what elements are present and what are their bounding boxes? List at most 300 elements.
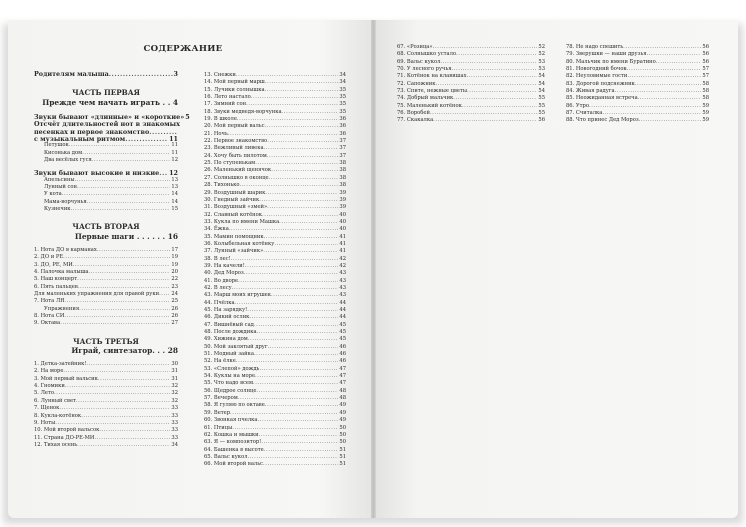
leader-dots — [97, 247, 171, 254]
toc-entry — [204, 212, 346, 219]
toc-entry — [566, 117, 709, 124]
toc-entry-title: 66. Мой второй вальс — [204, 461, 263, 468]
toc-entry-title: 32. Славный котёнок — [204, 211, 262, 218]
leader-dots — [589, 103, 701, 110]
toc-entry — [34, 390, 178, 397]
toc-entry-title: 30. Гнедный зайчик — [204, 196, 260, 203]
toc-entry-title: 81. Новогодний бочок — [566, 66, 627, 73]
leader-dots — [639, 117, 702, 124]
toc-entry — [204, 87, 346, 94]
leader-dots — [238, 278, 338, 285]
toc-entry-title: 24. Хочу быть пилотом — [204, 152, 267, 159]
toc-entry — [34, 150, 178, 157]
leader-dots — [453, 95, 537, 102]
toc-entry — [34, 112, 190, 121]
toc-entry — [397, 73, 545, 80]
toc-entry-title: 11. Страна ДО-РЕ-МИ — [34, 434, 95, 441]
toc-entry-page: 55 — [538, 95, 545, 102]
toc-entry — [34, 368, 178, 375]
toc-entry-page: 36 — [339, 116, 346, 123]
leader-dots — [262, 212, 338, 219]
toc-entry — [34, 405, 178, 412]
leader-dots — [253, 380, 338, 387]
toc-entry-title: 87. Считалка — [566, 110, 603, 117]
toc-entry-page: 37 — [339, 138, 346, 145]
toc-entry-title: Звуки бывают «длинные» и «короткие» — [34, 112, 185, 121]
toc-entry — [204, 344, 346, 351]
leader-dots — [73, 262, 171, 269]
toc-entry — [34, 291, 178, 298]
toc-entry-page: 58 — [702, 95, 709, 102]
toc-entry — [34, 298, 178, 305]
toc-entry-page: 39 — [339, 196, 346, 203]
toc-entry-title: 15. Лучики солнышка — [204, 86, 265, 93]
toc-entry-title: 48. После дождика — [204, 329, 257, 336]
toc-entry — [204, 160, 346, 167]
toc-entry-title: 74. Добрый мальчик — [397, 95, 454, 102]
toc-entry-page: 32 — [171, 390, 178, 397]
toc-entry-title: с музыкальным ритмом — [34, 134, 126, 143]
toc-entry — [34, 135, 178, 142]
toc-entry-page: 22 — [171, 276, 178, 283]
toc-entry-title: 53. «Слепой» дождь — [204, 365, 260, 372]
toc-entry-page: 46 — [339, 358, 346, 365]
toc-entry — [397, 51, 545, 58]
leader-dots — [77, 276, 170, 283]
toc-entry — [204, 366, 346, 373]
leader-dots — [435, 81, 537, 88]
toc-entry — [566, 81, 709, 88]
toc-entry-title: 33. Кукла по имени Машка — [204, 218, 280, 225]
toc-column-4 — [566, 44, 709, 125]
toc-entry-page: 48 — [339, 395, 346, 402]
toc-entry-title: 51. Модный зайка — [204, 351, 254, 358]
toc-entry-page: 41 — [339, 240, 346, 247]
toc-entry — [34, 247, 178, 254]
toc-entry-title: 1. Нота ДО в карманах — [34, 246, 97, 253]
leader-dots — [87, 199, 171, 206]
toc-entry-title: 37. Лунный «зайчик» — [204, 248, 264, 255]
toc-entry-title: Отсчёт длительностей нот в знакомых — [34, 120, 180, 129]
leader-dots — [64, 298, 170, 305]
leader-dots — [229, 226, 339, 233]
toc-entry — [566, 66, 709, 73]
leader-dots — [627, 73, 701, 80]
leader-dots — [282, 109, 339, 116]
toc-entry — [34, 254, 178, 261]
toc-entry-page: 36 — [339, 123, 346, 130]
toc-entry-title: 38. В лес! — [204, 255, 231, 262]
toc-entry — [204, 109, 346, 116]
toc-entry-title: 78. Не надо спешить — [566, 44, 624, 50]
toc-entry-title: 40. Дед Мороз — [204, 270, 244, 277]
leader-dots — [92, 157, 171, 164]
toc-entry-page: 30 — [171, 361, 178, 368]
toc-entry — [204, 182, 346, 189]
toc-entry-title: 26. Маленький щенячок — [204, 167, 272, 174]
toc-entry-page: 59 — [702, 102, 709, 109]
toc-entry-page: 58 — [702, 88, 709, 95]
toc-entry-intro: Родителям малыша ..... 3 — [34, 70, 178, 77]
toc-entry — [204, 314, 346, 321]
leader-dots — [627, 66, 702, 73]
toc-entry — [34, 427, 178, 434]
leader-dots — [467, 73, 538, 80]
toc-entry-title: 85. Неожиданная встреча — [566, 95, 638, 102]
toc-entry-page: 52 — [538, 44, 545, 50]
leader-dots — [456, 51, 537, 58]
leader-dots — [271, 167, 338, 174]
toc-entry-title: Мама-ворчунья — [44, 198, 87, 205]
leader-dots — [433, 44, 538, 51]
leader-dots — [65, 383, 171, 390]
toc-entry-title: Петушок — [44, 142, 69, 149]
leader-dots — [94, 435, 170, 442]
toc-entry-title: Апельсины — [44, 176, 75, 183]
toc-entry — [566, 44, 709, 51]
toc-entry-title: Кисонька дом — [44, 149, 83, 156]
leader-dots — [254, 322, 339, 329]
toc-entry-page: 43 — [339, 292, 346, 299]
toc-entry — [204, 123, 346, 130]
toc-entry — [204, 101, 346, 108]
toc-entry-title: 41. Во дворе — [204, 277, 239, 284]
toc-entry — [34, 262, 178, 269]
toc-entry-title: 72. Сапожник — [397, 80, 436, 87]
toc-entry-page: 59 — [702, 110, 709, 117]
leader-dots — [656, 59, 702, 66]
toc-entry — [204, 248, 346, 255]
toc-entry-page: 33 — [171, 419, 178, 426]
leader-dots — [81, 413, 170, 420]
toc-entry-title: 18. Звуки медведя-ворчунка — [204, 108, 282, 115]
toc-entry-page: 56 — [702, 58, 709, 65]
toc-entry-title: 25. По ступенькам — [204, 160, 256, 167]
toc-entry-title: 75. Маленький котёнок — [397, 102, 462, 109]
toc-entry-title: 20. Мой первый вальс — [204, 123, 265, 130]
leader-dots — [63, 368, 170, 375]
leader-dots — [69, 142, 171, 149]
toc-entry-page: 13 — [171, 183, 178, 190]
toc-column-2 — [204, 72, 346, 469]
part3-heading: ЧАСТЬ ТРЕТЬЯ — [73, 336, 139, 346]
leader-dots — [265, 402, 339, 409]
toc-entry-page: 14 — [171, 191, 178, 198]
leader-dots — [259, 366, 338, 373]
toc-entry-page: 13 — [171, 176, 178, 183]
leader-dots — [77, 442, 170, 449]
toc-entry — [204, 167, 346, 174]
toc-entry — [34, 435, 178, 442]
toc-entry-page: 26 — [171, 312, 178, 319]
toc-entry-high-low: Звуки бывают высокие и низкие ..... 12 — [34, 169, 178, 176]
toc-entry — [204, 197, 346, 204]
leader-dots — [615, 88, 702, 95]
toc-entry — [566, 88, 709, 95]
toc-entry-title: 42. В лесу — [204, 284, 232, 291]
toc-entry-title: Упражнения — [44, 305, 80, 312]
leader-dots — [274, 241, 338, 248]
toc-entry-page: 38 — [339, 167, 346, 174]
toc-entry-page: 43 — [339, 277, 346, 284]
toc-entry-page: 48 — [339, 387, 346, 394]
toc-entry-page: 36 — [339, 130, 346, 137]
toc-entry-title: У кота — [44, 191, 62, 198]
leader-dots — [244, 270, 339, 277]
toc-entry — [204, 278, 346, 285]
toc-entry — [34, 313, 178, 320]
toc-entry-title: 49. Хижина дом — [204, 336, 248, 343]
toc-entry — [34, 184, 178, 191]
toc-entry — [566, 59, 709, 66]
toc-entry-page — [177, 128, 178, 135]
toc-entry — [34, 276, 178, 283]
toc-entry-title: 17. Зимний сон — [204, 101, 247, 108]
leader-dots — [269, 175, 339, 182]
toc-entry-title: 64. Башенка в высоте — [204, 446, 264, 453]
leader-dots — [638, 95, 702, 102]
toc-entry-page: 57 — [702, 66, 709, 73]
toc-entry-title: 60. Звонкая пчелка — [204, 417, 258, 424]
leader-dots — [98, 376, 171, 383]
toc-entry-page: 38 — [339, 182, 346, 189]
leader-dots — [264, 447, 339, 454]
toc-entry-title: 84. Живая радуга — [566, 88, 615, 95]
toc-entry-title: 9. Октава — [34, 320, 61, 327]
toc-entry-page: 54 — [538, 80, 545, 87]
leader-dots — [62, 191, 171, 198]
toc-entry-page: 11 — [171, 149, 178, 156]
toc-entry-title: 31. Воздушный «змей» — [204, 204, 268, 211]
leader-dots — [263, 461, 338, 468]
toc-entry — [34, 120, 178, 127]
toc-entry — [204, 439, 346, 446]
leader-dots — [265, 87, 339, 94]
toc-entry-title: Кузнечик — [44, 205, 71, 212]
toc-entry-page: 50 — [339, 424, 346, 431]
toc-entry-page: 47 — [339, 365, 346, 372]
leader-dots — [236, 358, 339, 365]
toc-entry-title: 35. Мамин помощник — [204, 233, 264, 240]
leader-dots — [623, 44, 701, 51]
toc-entry — [204, 241, 346, 248]
toc-entry-page: 41 — [339, 248, 346, 255]
toc-entry-page: 37 — [339, 145, 346, 152]
toc-entry — [204, 329, 346, 336]
leader-dots — [86, 361, 170, 368]
toc-entry-page: 44 — [339, 299, 346, 306]
toc-entry-title: 86. Утро — [566, 102, 589, 109]
toc-entry-title: 62. Кошка и мышки — [204, 431, 259, 438]
toc-entry-page: 19 — [171, 254, 178, 261]
part2-subtitle: Первые шаги . . . . . . 16 — [74, 231, 178, 241]
toc-entry-title: 14. Мой первый марш — [204, 79, 265, 86]
leader-dots — [265, 79, 339, 86]
toc-entry-page: 41 — [339, 233, 346, 240]
toc-entry-page: 57 — [702, 73, 709, 80]
toc-entry-page: 47 — [339, 373, 346, 380]
toc-entry-page: 58 — [702, 80, 709, 87]
leader-dots — [267, 153, 339, 160]
toc-entry-title: 44. Пчёлка — [204, 299, 235, 306]
toc-entry-title: 1. Детка-затейник! — [34, 361, 87, 368]
part2-heading: ЧАСТЬ ВТОРАЯ — [72, 222, 140, 232]
toc-entry — [204, 307, 346, 314]
toc-entry-title: 2. ДО и РЕ — [34, 254, 64, 261]
leader-dots — [76, 398, 170, 405]
leader-dots — [230, 410, 338, 417]
leader-dots — [64, 313, 170, 320]
leader-dots — [635, 81, 702, 88]
toc-entry — [34, 177, 178, 184]
toc-entry-title: 23. Вежливый ливека — [204, 145, 264, 152]
toc-entry-page: 39 — [339, 204, 346, 211]
toc-entry-page: 39 — [339, 189, 346, 196]
contents-title: СОДЕРЖАНИЕ — [143, 44, 223, 54]
toc-entry — [204, 256, 346, 263]
toc-entry — [397, 110, 545, 117]
leader-dots — [89, 269, 171, 276]
toc-entry — [204, 131, 346, 138]
toc-entry — [204, 94, 346, 101]
toc-entry-title: 58. Я гуляю по октаве — [204, 402, 265, 409]
leader-dots — [255, 373, 338, 380]
toc-entry-title: 3. Мой первый вальсик — [34, 375, 98, 382]
toc-entry-title: 4. Палочка малыша — [34, 268, 89, 275]
toc-entry-title: 45. На зарядку! — [204, 307, 248, 313]
toc-entry-page: 44 — [339, 307, 346, 313]
toc-entry — [34, 413, 178, 420]
toc-entry — [34, 269, 178, 276]
toc-entry — [204, 292, 346, 299]
toc-entry-title: 69. Вальс кукол — [397, 58, 441, 65]
toc-entry-title: 61. Птицы — [204, 424, 233, 431]
toc-entry-title: 71. Котёнок на клавишах — [397, 73, 467, 80]
toc-entry-title: 6. Пять пальцев — [34, 283, 78, 290]
toc-entry — [204, 190, 346, 197]
leader-dots — [237, 116, 338, 123]
toc-entry-page: 27 — [171, 320, 178, 327]
toc-entry-page: 31 — [171, 368, 178, 375]
toc-entry-page: 56 — [702, 51, 709, 58]
toc-entry — [34, 284, 178, 291]
leader-dots — [254, 351, 338, 358]
toc-column-1 — [34, 70, 190, 449]
toc-entry-page: 55 — [538, 110, 545, 117]
leader-dots — [462, 103, 538, 110]
toc-entry-title: 36. Колыбельная котёнку — [204, 240, 275, 247]
leader-dots — [71, 206, 171, 213]
leader-dots — [232, 285, 339, 292]
leader-dots — [257, 417, 338, 424]
leader-dots — [261, 439, 338, 446]
leader-dots — [268, 344, 339, 351]
toc-entry-title: 2. На море — [34, 368, 64, 375]
leader-dots — [99, 427, 170, 434]
leader-dots — [255, 160, 338, 167]
toc-entry-page: 50 — [339, 439, 346, 446]
toc-entry — [204, 336, 346, 343]
toc-entry — [204, 395, 346, 402]
toc-entry-title: 13. Снежки — [204, 72, 236, 78]
leader-dots — [257, 329, 339, 336]
toc-entry-page: 5 — [185, 112, 190, 121]
toc-entry-page: 51 — [339, 446, 346, 453]
toc-entry — [204, 285, 346, 292]
toc-entry-page: 15 — [171, 205, 178, 212]
toc-entry-page: 51 — [339, 461, 346, 468]
leader-dots — [271, 292, 338, 299]
leader-dots — [125, 135, 168, 142]
toc-entry-page: 53 — [538, 66, 545, 73]
toc-entry-page: 54 — [538, 73, 545, 80]
toc-entry-page: 37 — [339, 152, 346, 159]
toc-entry-page: 33 — [171, 434, 178, 441]
toc-entry-page: 33 — [171, 405, 178, 412]
toc-entry — [34, 442, 178, 449]
toc-entry — [34, 206, 178, 213]
leader-dots — [79, 306, 170, 313]
toc-entry-page: 20 — [171, 268, 178, 275]
toc-entry — [566, 95, 709, 102]
book-spine — [371, 20, 376, 518]
leader-dots — [238, 395, 339, 402]
toc-entry-title: 80. Мальчик по имени Буратино — [566, 58, 656, 65]
toc-entry-page: 53 — [538, 58, 545, 65]
toc-column-3 — [397, 44, 545, 125]
toc-entry — [204, 175, 346, 182]
toc-entry-page: 19 — [171, 261, 178, 268]
toc-entry-title: 3. ДО, РЕ, МИ — [34, 261, 73, 268]
toc-entry-page: 35 — [339, 86, 346, 93]
toc-entry-page: 45 — [339, 329, 346, 336]
leader-dots — [433, 117, 537, 124]
toc-entry-title: 55. Что надо всем — [204, 380, 253, 387]
toc-entry-page: 11 — [171, 142, 178, 149]
leader-dots — [231, 256, 339, 263]
toc-entry-page: 52 — [538, 51, 545, 58]
toc-entry-page: 56 — [702, 44, 709, 50]
toc-entry-page: 38 — [339, 160, 346, 167]
toc-entry-title: 54. Куклы на море — [204, 373, 256, 380]
toc-entry-page: 55 — [538, 102, 545, 109]
toc-entry — [34, 398, 178, 405]
leader-dots — [78, 284, 171, 291]
leader-dots — [602, 110, 701, 117]
toc-entry — [204, 461, 346, 468]
toc-entry — [204, 402, 346, 409]
toc-entry — [34, 191, 178, 198]
toc-entry — [204, 358, 346, 365]
leader-dots — [248, 336, 339, 343]
leader-dots — [247, 454, 338, 461]
toc-entry — [204, 447, 346, 454]
leader-dots — [59, 405, 170, 412]
toc-entry — [204, 145, 346, 152]
toc-entry-title: 10. Мой второй вальсок — [34, 427, 100, 434]
toc-entry-page: 35 — [339, 101, 346, 108]
leader-dots — [246, 101, 338, 108]
toc-entry-title: 50. Мой заклятый друг — [204, 343, 268, 350]
toc-entry-page: 45 — [339, 336, 346, 343]
leader-dots — [235, 300, 339, 307]
toc-entry-page: 35 — [339, 108, 346, 115]
toc-entry-title: 29. Воздушный шарик — [204, 189, 266, 196]
leader-dots — [430, 110, 537, 117]
toc-entry — [204, 226, 346, 233]
leader-dots — [60, 320, 170, 327]
leader-dots — [77, 184, 170, 191]
